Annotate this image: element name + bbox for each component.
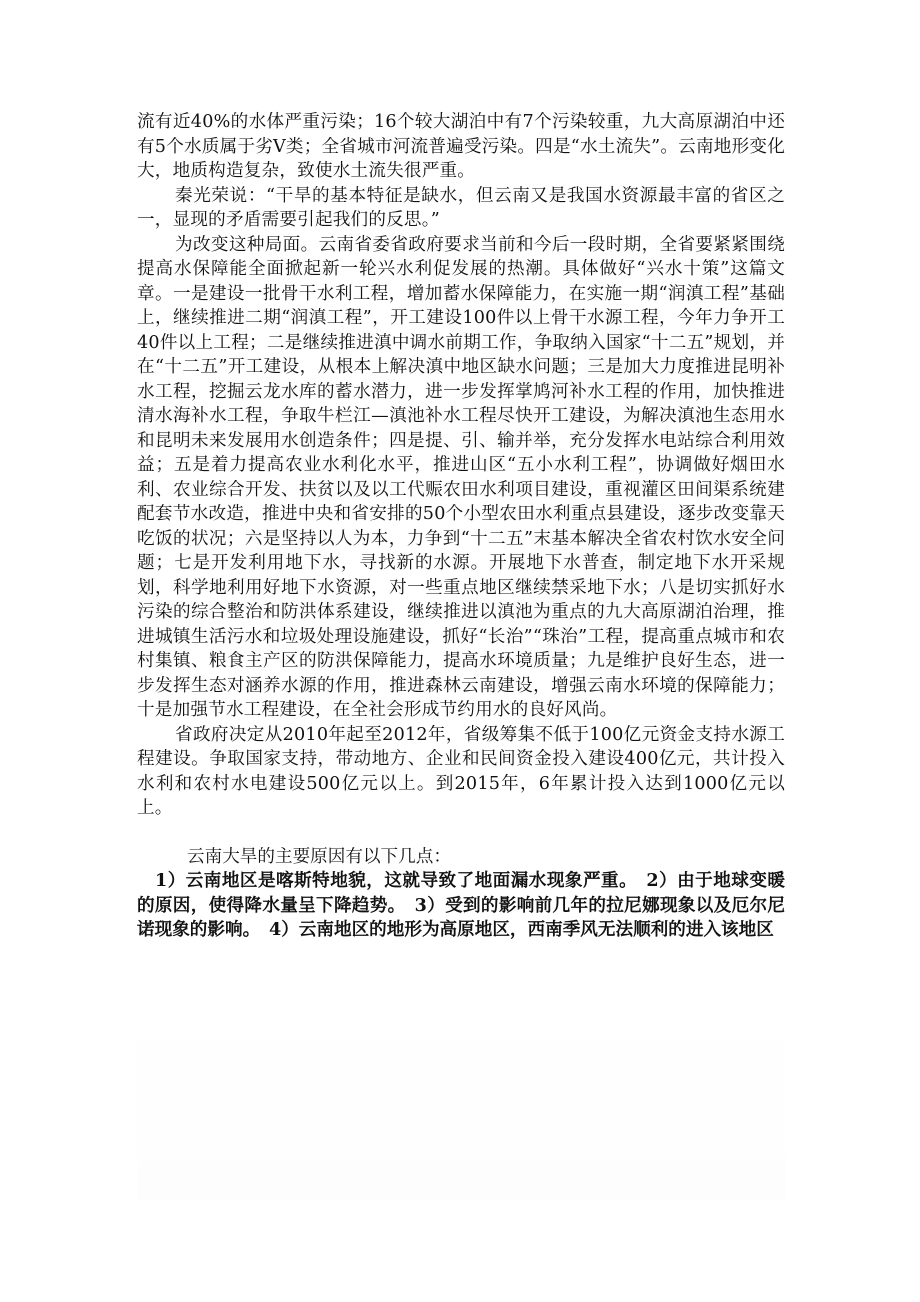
blank-page-area xyxy=(137,1000,785,1200)
paragraph-water-pollution: 流有近40%的水体严重污染；16个较大湖泊中有7个污染较重，九大高原湖泊中还有5个水质属于劣Ⅴ类；全省城市河流普遍受污染。四是“水土流失”。云南地形变化大，地质构造复杂，致使水土流失很严重。 xyxy=(137,112,785,181)
reasons-list: 1）云南地区是喀斯特地貌，这就导致了地面漏水现象严重。 2）由于地球变暖的原因，使得降水量呈下降趋势。 3）受到的影响前几年的拉尼娜现象以及厄尔尼诺现象的影响。 4）云南地区的地形为高原地区，西南季风无法顺利的进入该地区 xyxy=(137,870,785,940)
document-body xyxy=(137,110,785,943)
paragraph-ten-water-policies: 为改变这种局面。云南省委省政府要求当前和今后一段时期，全省要紧紧围绕提高水保障能全面掀起新一轮兴水利促发展的热潮。具体做好“兴水十策”这篇文章。一是建设一批骨干水利工程，增加蓄水保障能力，在实施一期“润滇工程”基础上，继续推进二期“润滇工程”，开工建设100件以上骨干水源工程，今年力争开工40件以上工程；二是继续推进滇中调水前期工作，争取纳入国家“十二五”规划，并在“十二五”开工建设，从根本上解决滇中地区缺水问题；三是加大力度推进昆明补水工程，挖掘云龙水库的蓄水潜力，进一步发挥掌鸠河补水工程的作用，加快推进清水海补水工程，争取牛栏江—滇池补水工程尽快开工建设，为解决滇池生态用水和昆明未来发展用水创造条件；四是提、引、输并举，充分发挥水电站综合利用效益；五是着力提高农业水利化水平，推进山区“五小水利工程”，协调做好烟田水利、农业综合开发、扶贫以及以工代赈农田水利项目建设，重视灌区田间渠系统建配套节水改造，推进中央和省安排的50个小型农田水利重点县建设，逐步改变靠天吃饭的状况；六是坚持以人为本，力争到“十二五”末基本解决全省农村饮水安全问题；七是开发利用地下水，寻找新的水源。开展地下水普查，制定地下水开采规划，科学地利用好地下水资源，对一些重点地区继续禁采地下水；八是切实抓好水污染的综合整治和防洪体系建设，继续推进以滇池为重点的九大高原湖泊治理，推进城镇生活污水和垃圾处理设施建设，抓好“长治”“珠治”工程，提高重点城市和农村集镇、粮食主产区的防洪保障能力，提高水环境质量；九是维护良好生态，进一步发挥生态对涵养水源的作用，推进森林云南建设，增强云南水环境的保障能力；十是加强节水工程建设，在全社会形成节约用水的良好风尚。 xyxy=(137,234,785,720)
paragraph-investment-plan: 省政府决定从2010年起至2012年，省级筹集不低于100亿元资金支持水源工程建设。争取国家支持，带动地方、企业和民间资金投入建设400亿元，共计投入水利和农村水电建设500亿元以上。到2015年，6年累计投入达到1000亿元以上。 xyxy=(137,724,785,818)
paragraph-qin-guangrong-quote: 秦光荣说：“干旱的基本特征是缺水，但云南又是我国水资源最丰富的省区之一，显现的矛盾需要引起我们的反思。” xyxy=(137,185,785,230)
reasons-heading: 云南大旱的主要原因有以下几点： xyxy=(187,846,451,867)
paragraph-spacer xyxy=(137,821,785,845)
